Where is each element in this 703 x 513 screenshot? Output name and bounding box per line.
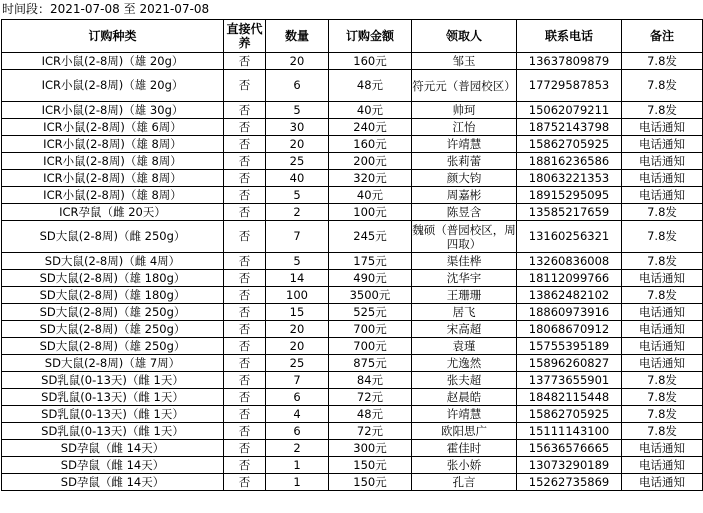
cell-type: ICR小鼠(2-8周)（雄 6周） <box>2 119 224 136</box>
cell-note: 电话通知 <box>622 321 703 338</box>
cell-note: 电话通知 <box>622 187 703 204</box>
cell-qty: 100 <box>266 287 329 304</box>
cell-qty: 6 <box>266 389 329 406</box>
cell-type: SD乳鼠(0-13天)（雌 1天） <box>2 389 224 406</box>
cell-direct: 否 <box>224 187 266 204</box>
cell-phone: 18816236586 <box>517 153 622 170</box>
cell-qty: 6 <box>266 70 329 102</box>
cell-phone: 15862705925 <box>517 406 622 423</box>
col-header-receiver: 领取人 <box>412 20 517 53</box>
cell-amount: 490元 <box>329 270 412 287</box>
cell-note: 7.8发 <box>622 221 703 253</box>
cell-receiver: 张莉蕾 <box>412 153 517 170</box>
cell-type: SD大鼠(2-8周)（雄 7周） <box>2 355 224 372</box>
cell-direct: 否 <box>224 287 266 304</box>
cell-type: ICR小鼠(2-8周)（雄 20g） <box>2 53 224 70</box>
cell-amount: 84元 <box>329 372 412 389</box>
table-row <box>2 440 703 457</box>
cell-type: SD孕鼠（雌 14天） <box>2 440 224 457</box>
cell-receiver: 居飞 <box>412 304 517 321</box>
table-row <box>2 372 703 389</box>
cell-note: 7.8发 <box>622 406 703 423</box>
cell-qty: 25 <box>266 355 329 372</box>
cell-type: SD大鼠(2-8周)（雄 250g） <box>2 321 224 338</box>
cell-note: 7.8发 <box>622 287 703 304</box>
table-row <box>2 270 703 287</box>
cell-direct: 否 <box>224 53 266 70</box>
cell-receiver: 霍佳时 <box>412 440 517 457</box>
cell-direct: 否 <box>224 153 266 170</box>
cell-qty: 5 <box>266 187 329 204</box>
cell-type: SD乳鼠(0-13天)（雌 1天） <box>2 406 224 423</box>
cell-amount: 175元 <box>329 253 412 270</box>
cell-type: ICR小鼠(2-8周)（雄 8周） <box>2 136 224 153</box>
table-body <box>2 53 703 491</box>
cell-receiver: 孔言 <box>412 474 517 491</box>
cell-amount: 48元 <box>329 406 412 423</box>
cell-note: 7.8发 <box>622 102 703 119</box>
cell-direct: 否 <box>224 136 266 153</box>
cell-receiver: 符元元（普园校区） <box>412 70 517 102</box>
cell-receiver: 张夫超 <box>412 372 517 389</box>
cell-direct: 否 <box>224 406 266 423</box>
cell-type: ICR孕鼠（雌 20天） <box>2 204 224 221</box>
cell-note: 7.8发 <box>622 389 703 406</box>
cell-type: SD乳鼠(0-13天)（雌 1天） <box>2 423 224 440</box>
cell-receiver: 江怡 <box>412 119 517 136</box>
cell-phone: 13773655901 <box>517 372 622 389</box>
cell-type: ICR小鼠(2-8周)（雄 8周） <box>2 153 224 170</box>
cell-receiver: 宋高超 <box>412 321 517 338</box>
cell-direct: 否 <box>224 372 266 389</box>
cell-phone: 15755395189 <box>517 338 622 355</box>
cell-receiver: 周嘉彬 <box>412 187 517 204</box>
cell-amount: 40元 <box>329 187 412 204</box>
table-row <box>2 474 703 491</box>
table-row <box>2 338 703 355</box>
cell-direct: 否 <box>224 440 266 457</box>
table-row <box>2 187 703 204</box>
table-row <box>2 204 703 221</box>
table-row <box>2 406 703 423</box>
cell-phone: 13160256321 <box>517 221 622 253</box>
cell-amount: 40元 <box>329 102 412 119</box>
cell-note: 7.8发 <box>622 372 703 389</box>
cell-type: SD大鼠(2-8周)（雌 250g） <box>2 221 224 253</box>
cell-qty: 1 <box>266 474 329 491</box>
table-row <box>2 287 703 304</box>
table-row <box>2 102 703 119</box>
col-header-direct: 直接代养 <box>224 20 266 53</box>
cell-note: 7.8发 <box>622 423 703 440</box>
cell-qty: 4 <box>266 406 329 423</box>
cell-type: SD大鼠(2-8周)（雄 180g） <box>2 270 224 287</box>
cell-phone: 13260836008 <box>517 253 622 270</box>
table-row <box>2 304 703 321</box>
cell-note: 电话通知 <box>622 355 703 372</box>
cell-amount: 200元 <box>329 153 412 170</box>
cell-receiver: 赵晨皓 <box>412 389 517 406</box>
cell-note: 电话通知 <box>622 170 703 187</box>
cell-receiver: 尤逸然 <box>412 355 517 372</box>
cell-receiver: 颜大钧 <box>412 170 517 187</box>
cell-note: 电话通知 <box>622 119 703 136</box>
cell-direct: 否 <box>224 423 266 440</box>
cell-receiver: 张小娇 <box>412 457 517 474</box>
cell-amount: 48元 <box>329 70 412 102</box>
cell-type: SD大鼠(2-8周)（雌 4周） <box>2 253 224 270</box>
cell-note: 电话通知 <box>622 440 703 457</box>
cell-note: 电话通知 <box>622 136 703 153</box>
cell-amount: 245元 <box>329 221 412 253</box>
cell-receiver: 沈华宇 <box>412 270 517 287</box>
table-row <box>2 355 703 372</box>
cell-qty: 6 <box>266 423 329 440</box>
cell-type: ICR小鼠(2-8周)（雄 30g） <box>2 102 224 119</box>
cell-receiver: 帅珂 <box>412 102 517 119</box>
cell-phone: 18482115448 <box>517 389 622 406</box>
cell-qty: 14 <box>266 270 329 287</box>
cell-qty: 7 <box>266 221 329 253</box>
date-to: 2021-07-08 <box>139 2 210 16</box>
cell-direct: 否 <box>224 70 266 102</box>
table-row <box>2 389 703 406</box>
table-row <box>2 53 703 70</box>
cell-qty: 15 <box>266 304 329 321</box>
cell-amount: 160元 <box>329 136 412 153</box>
cell-direct: 否 <box>224 321 266 338</box>
period-label: 时间段： <box>2 2 51 16</box>
date-from: 2021-07-08 <box>50 2 120 16</box>
cell-qty: 1 <box>266 457 329 474</box>
cell-qty: 20 <box>266 321 329 338</box>
cell-phone: 18860973916 <box>517 304 622 321</box>
cell-qty: 30 <box>266 119 329 136</box>
cell-direct: 否 <box>224 102 266 119</box>
table-row <box>2 170 703 187</box>
col-header-amount: 订购金额 <box>329 20 412 53</box>
cell-qty: 40 <box>266 170 329 187</box>
col-header-type: 订购种类 <box>2 20 224 53</box>
cell-receiver: 邹玉 <box>412 53 517 70</box>
cell-type: SD孕鼠（雌 14天） <box>2 474 224 491</box>
cell-receiver: 许靖慧 <box>412 136 517 153</box>
cell-type: SD乳鼠(0-13天)（雌 1天） <box>2 372 224 389</box>
cell-amount: 240元 <box>329 119 412 136</box>
table-row <box>2 253 703 270</box>
cell-receiver: 魏硕（普园校区，周四取） <box>412 222 516 251</box>
cell-direct: 否 <box>224 253 266 270</box>
cell-phone: 15636576665 <box>517 440 622 457</box>
cell-direct: 否 <box>224 270 266 287</box>
table-row <box>2 70 703 102</box>
cell-note: 电话通知 <box>622 474 703 491</box>
cell-amount: 700元 <box>329 321 412 338</box>
cell-amount: 700元 <box>329 338 412 355</box>
cell-note: 电话通知 <box>622 153 703 170</box>
cell-note: 电话通知 <box>622 457 703 474</box>
cell-phone: 13073290189 <box>517 457 622 474</box>
cell-direct: 否 <box>224 221 266 253</box>
cell-note: 电话通知 <box>622 270 703 287</box>
cell-phone: 15111143100 <box>517 423 622 440</box>
cell-phone: 18915295095 <box>517 187 622 204</box>
cell-qty: 20 <box>266 53 329 70</box>
period-line <box>0 0 703 19</box>
cell-phone: 15262735869 <box>517 474 622 491</box>
cell-qty: 7 <box>266 372 329 389</box>
cell-qty: 2 <box>266 204 329 221</box>
cell-direct: 否 <box>224 389 266 406</box>
cell-phone: 13585217659 <box>517 204 622 221</box>
cell-amount: 72元 <box>329 389 412 406</box>
cell-type: SD大鼠(2-8周)（雄 250g） <box>2 304 224 321</box>
cell-type: SD大鼠(2-8周)（雄 180g） <box>2 287 224 304</box>
cell-receiver: 陈昱含 <box>412 204 517 221</box>
cell-receiver: 王珊珊 <box>412 287 517 304</box>
cell-note: 7.8发 <box>622 204 703 221</box>
cell-direct: 否 <box>224 457 266 474</box>
cell-qty: 20 <box>266 136 329 153</box>
cell-qty: 5 <box>266 253 329 270</box>
cell-receiver: 渠佳桦 <box>412 253 517 270</box>
cell-direct: 否 <box>224 355 266 372</box>
cell-phone: 18752143798 <box>517 119 622 136</box>
order-table <box>1 19 703 491</box>
cell-type: ICR小鼠(2-8周)（雄 8周） <box>2 187 224 204</box>
col-header-phone: 联系电话 <box>517 20 622 53</box>
cell-type: ICR小鼠(2-8周)（雄 8周） <box>2 170 224 187</box>
table-row <box>2 423 703 440</box>
cell-note: 电话通知 <box>622 304 703 321</box>
cell-qty: 5 <box>266 102 329 119</box>
col-header-qty: 数量 <box>266 20 329 53</box>
cell-receiver: 许靖慧 <box>412 406 517 423</box>
cell-type: ICR小鼠(2-8周)（雄 20g） <box>2 70 224 102</box>
table-row <box>2 457 703 474</box>
cell-note: 7.8发 <box>622 53 703 70</box>
cell-amount: 150元 <box>329 474 412 491</box>
cell-amount: 300元 <box>329 440 412 457</box>
cell-direct: 否 <box>224 338 266 355</box>
cell-qty: 2 <box>266 440 329 457</box>
cell-qty: 25 <box>266 153 329 170</box>
cell-phone: 18063221353 <box>517 170 622 187</box>
cell-amount: 3500元 <box>329 287 412 304</box>
cell-direct: 否 <box>224 119 266 136</box>
table-row <box>2 221 703 253</box>
cell-phone: 18068670912 <box>517 321 622 338</box>
cell-direct: 否 <box>224 170 266 187</box>
cell-receiver: 袁瑾 <box>412 338 517 355</box>
cell-direct: 否 <box>224 474 266 491</box>
table-row <box>2 321 703 338</box>
cell-type: SD孕鼠（雌 14天） <box>2 457 224 474</box>
col-header-note: 备注 <box>622 20 703 53</box>
cell-receiver: 欧阳思广 <box>412 423 517 440</box>
cell-phone: 13637809879 <box>517 53 622 70</box>
cell-amount: 320元 <box>329 170 412 187</box>
cell-note: 电话通知 <box>622 338 703 355</box>
cell-phone: 15862705925 <box>517 136 622 153</box>
table-row <box>2 136 703 153</box>
cell-qty: 20 <box>266 338 329 355</box>
cell-phone: 15896260827 <box>517 355 622 372</box>
cell-amount: 72元 <box>329 423 412 440</box>
cell-amount: 160元 <box>329 53 412 70</box>
cell-amount: 150元 <box>329 457 412 474</box>
table-row <box>2 153 703 170</box>
cell-type: SD大鼠(2-8周)（雄 250g） <box>2 338 224 355</box>
cell-phone: 18112099766 <box>517 270 622 287</box>
cell-amount: 875元 <box>329 355 412 372</box>
cell-amount: 100元 <box>329 204 412 221</box>
cell-direct: 否 <box>224 304 266 321</box>
cell-note: 7.8发 <box>622 70 703 102</box>
header-row <box>2 20 703 53</box>
cell-phone: 15062079211 <box>517 102 622 119</box>
cell-phone: 13862482102 <box>517 287 622 304</box>
cell-phone: 17729587853 <box>517 70 622 102</box>
table-row <box>2 119 703 136</box>
cell-note: 7.8发 <box>622 253 703 270</box>
cell-amount: 525元 <box>329 304 412 321</box>
to-word: 至 <box>123 2 136 16</box>
cell-direct: 否 <box>224 204 266 221</box>
